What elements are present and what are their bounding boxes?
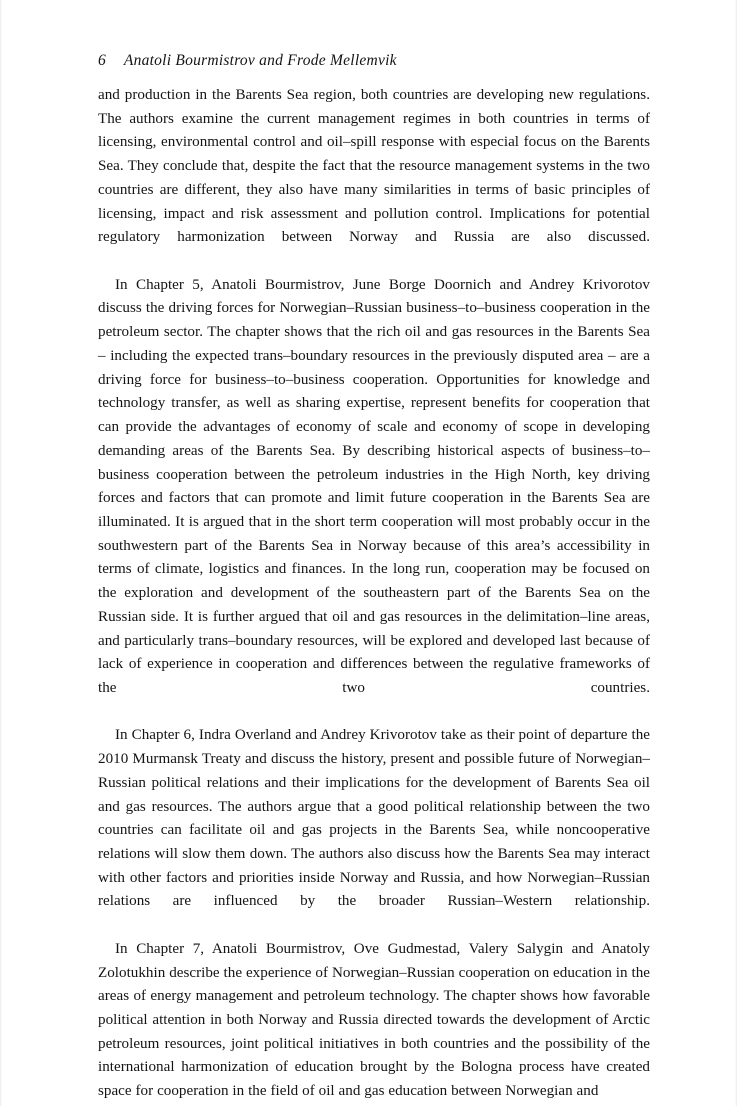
paragraph-chapter-5: In Chapter 5, Anatoli Bourmistrov, June Borge Doornich and Andrey Krivorotov discuss the driving forces for Norwegian–Russian business–to–business cooperation in the petroleum sector. The chapter shows that the rich oil and gas resources in the Barents Sea – including the expected trans–boundary resources in the previously disputed area – are a driving force for business–to–business cooperation. Opportunities for knowledge and technology transfer, as well as sharing expertise, represent benefits for cooperation that can provide the advantages of economy of scale and economy of scope in developing demanding areas of the Barents Sea. By describing historical aspects of business–to–business cooperation between the petroleum industries in the High North, key driving forces and factors that can promote and limit future cooperation in the Barents Sea are illuminated. It is argued that in the short term cooperation will most probably occur in the southwestern part of the Barents Sea in Norway because of this area’s accessibility in terms of climate, logistics and finances. In the long run, cooperation may be focused on the exploration and development of the southeastern part of the Barents Sea on the Russian side. It is further argued that oil and gas resources in the delimitation–line areas, and particularly trans–boundary resources, will be explored and developed last because of lack of experience in cooperation and differences between the regulative frameworks of the two countries.: [98, 276, 650, 696]
page-number: 6: [98, 52, 106, 69]
paragraph-continuation: and production in the Barents Sea region, both countries are developing new regulations. The authors examine the current management regimes in both countries in terms of licensing, environmental control and oil–spill response with especial focus on the Barents Sea. They conclude that, despite the fact that the resource management systems in the two countries are different, they also have many similarities in terms of basic principles of licensing, impact and risk assessment and pollution control. Implications for potential regulatory harmonization between Norway and Russia are also discussed.: [98, 87, 650, 246]
body-text-block: [98, 84, 650, 1104]
paragraph-chapter-7: In Chapter 7, Anatoli Bourmistrov, Ove Gudmestad, Valery Salygin and Anatoly Zolotukhin describe the experience of Norwegian–Russian cooperation on education in the areas of energy management and petroleum technology. The chapter shows how favorable political attention in both Norway and Russia directed towards the development of Arctic petroleum resources, joint political initiatives in both countries and the possibility of the international harmonization of education brought by the Bologna process have created space for cooperation in the field of oil and gas education between Norwegian and: [98, 940, 650, 1100]
running-head-title: Anatoli Bourmistrov and Frode Mellemvik: [123, 52, 397, 69]
running-head: [98, 52, 650, 74]
paragraph-chapter-6: In Chapter 6, Indra Overland and Andrey Krivorotov take as their point of departure the 2010 Murmansk Treaty and discuss the history, present and possible future of Norwegian–Russian political relations and their implications for the development of Barents Sea oil and gas resources. The authors argue that a good political relationship between the two countries can facilitate oil and gas projects in the Barents Sea, while noncooperative relations will slow them down. The authors also discuss how the Barents Sea may interact with other factors and priorities inside Norway and Russia, and how Norwegian–Russian relations are influenced by the broader Russian–Western relationship.: [98, 727, 650, 910]
page-edge-left: [0, 0, 2, 1106]
